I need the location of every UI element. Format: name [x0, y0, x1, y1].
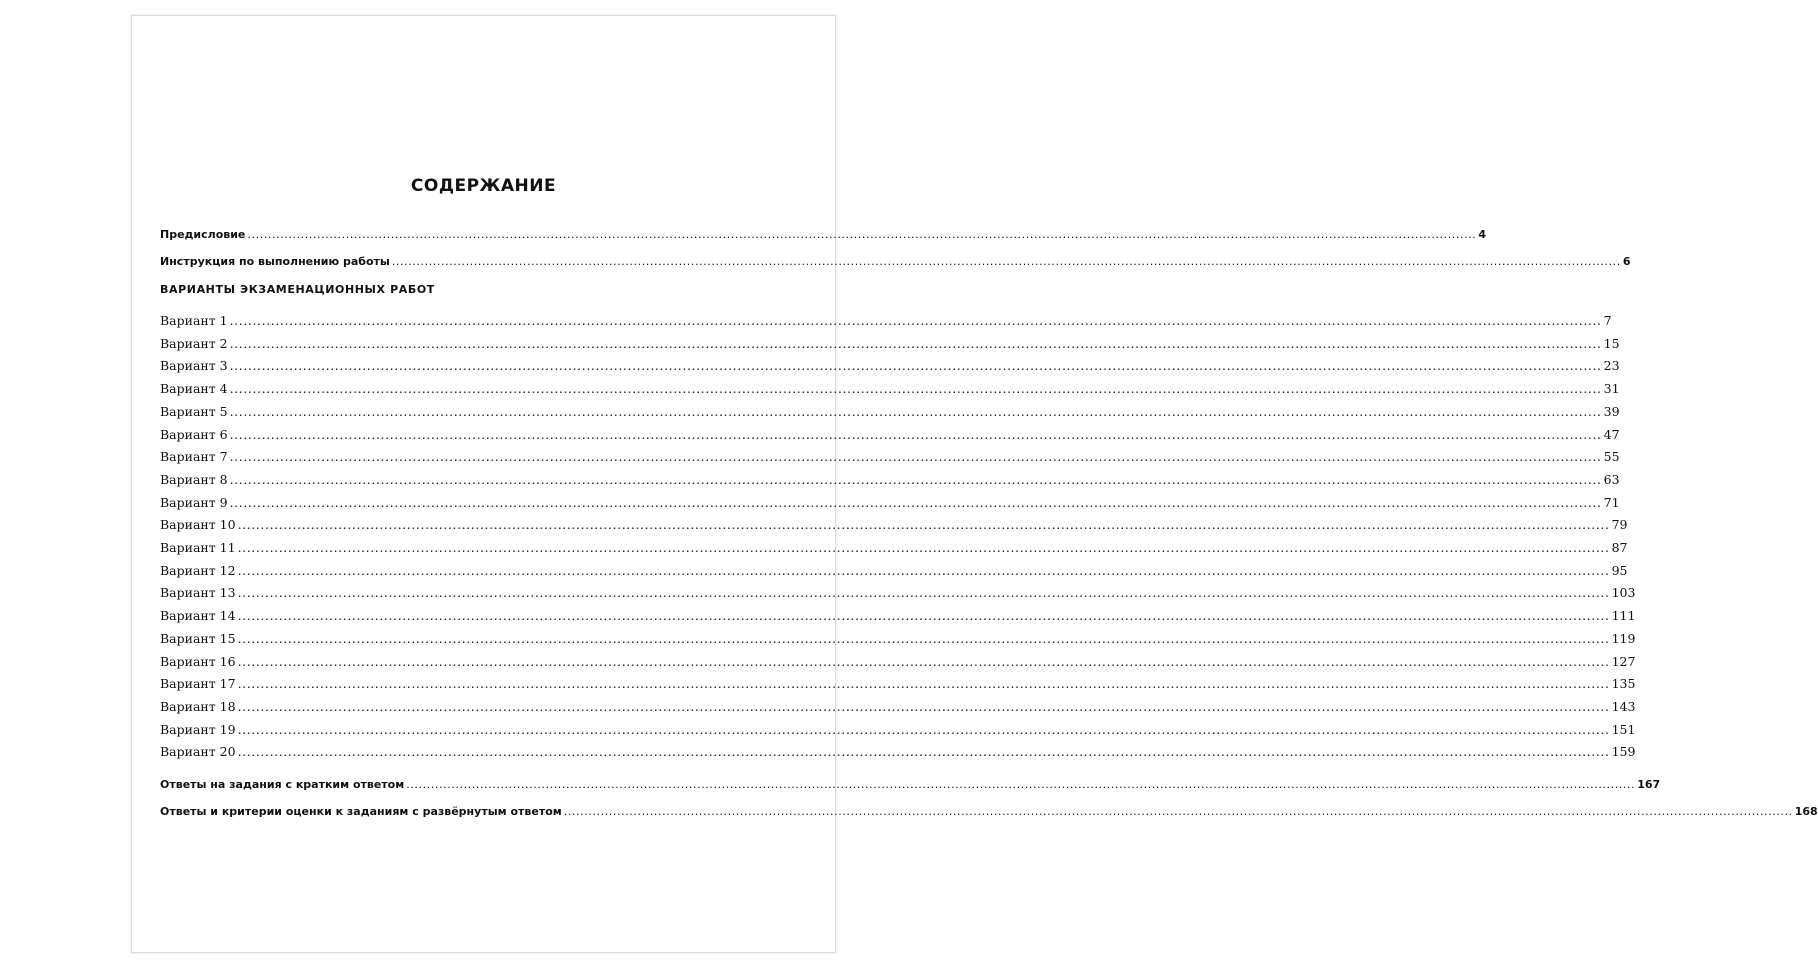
- toc-entry-page: 167: [1637, 778, 1661, 791]
- toc-entry-variant[interactable]: [160, 540, 1628, 558]
- toc-entry-label: Вариант 5: [160, 403, 228, 419]
- toc-entry-page: 103: [1611, 585, 1636, 601]
- dot-leader: ............................................................................................................................................................................................................................................................................................................: [391, 255, 1621, 268]
- dot-leader: ............................................................................................................................................................................................................................................................................................................: [237, 721, 1610, 737]
- toc-entry-label: Вариант 16: [160, 653, 236, 669]
- toc-entry-variant[interactable]: [160, 744, 1636, 762]
- dot-leader: ............................................................................................................................................................................................................................................................................................................: [229, 358, 1602, 374]
- toc-entry-variant[interactable]: [160, 698, 1636, 717]
- toc-entry-variant[interactable]: [160, 585, 1636, 603]
- document-page: [131, 15, 1818, 953]
- toc-entry-label: Вариант 15: [160, 630, 236, 646]
- toc-entry-page: 111: [1611, 608, 1636, 624]
- dot-leader: ............................................................................................................................................................................................................................................................................................................: [229, 426, 1602, 442]
- dot-leader: ............................................................................................................................................................................................................................................................................................................: [237, 608, 1610, 624]
- toc-entry-label: Вариант 20: [160, 744, 236, 760]
- toc-entry-label: Вариант 18: [160, 698, 236, 714]
- toc-entry-page: 143: [1611, 698, 1636, 714]
- toc-entry-label: Вариант 7: [160, 449, 228, 465]
- dot-leader: ............................................................................................................................................................................................................................................................................................................: [237, 744, 1610, 760]
- dot-leader: ............................................................................................................................................................................................................................................................................................................: [237, 698, 1610, 714]
- toc-entry-page: 159: [1611, 744, 1636, 760]
- toc-entry-page: 6: [1622, 255, 1631, 268]
- toc-entry-variant[interactable]: [160, 653, 1636, 672]
- toc-entry-label: Вариант 6: [160, 426, 228, 442]
- toc-entry-label: Предисловие: [160, 228, 246, 241]
- toc-entry-label: Вариант 8: [160, 471, 228, 487]
- toc-entry-preface[interactable]: [160, 228, 1487, 246]
- toc-entry-variant[interactable]: [160, 471, 1620, 490]
- dot-leader: ............................................................................................................................................................................................................................................................................................................: [229, 313, 1602, 328]
- toc-entry-page: 119: [1611, 630, 1636, 646]
- dot-leader: ............................................................................................................................................................................................................................................................................................................: [237, 540, 1610, 555]
- toc-entry-label: Ответы на задания с кратким ответом: [160, 778, 405, 791]
- dot-leader: ............................................................................................................................................................................................................................................................................................................: [237, 653, 1610, 669]
- toc-entry-variant[interactable]: [160, 494, 1620, 513]
- dot-leader: ............................................................................................................................................................................................................................................................................................................: [229, 335, 1602, 351]
- toc-entry-page: 79: [1611, 517, 1628, 533]
- toc-entry-page: 23: [1603, 358, 1620, 374]
- toc-entry-page: 63: [1603, 471, 1620, 487]
- toc-entry-label: Вариант 11: [160, 540, 236, 555]
- toc-entry-page: 7: [1603, 313, 1612, 328]
- dot-leader: ............................................................................................................................................................................................................................................................................................................: [229, 381, 1602, 397]
- toc-entry-variant[interactable]: [160, 721, 1636, 740]
- toc-entry-label: Ответы и критерии оценки к заданиям с развёрнутым ответом: [160, 805, 562, 818]
- dot-leader: ............................................................................................................................................................................................................................................................................................................: [229, 494, 1602, 510]
- dot-leader: ............................................................................................................................................................................................................................................................................................................: [406, 778, 1636, 791]
- dot-leader: ............................................................................................................................................................................................................................................................................................................: [229, 403, 1602, 419]
- toc-entry-page: 151: [1611, 721, 1636, 737]
- toc-entry-label: Вариант 13: [160, 585, 236, 601]
- toc-entry-label: Вариант 4: [160, 381, 228, 397]
- toc-entry-page: 55: [1603, 449, 1620, 465]
- toc-entry-label: Вариант 1: [160, 313, 228, 328]
- toc-entry-variant[interactable]: [160, 517, 1628, 535]
- toc-entry-variant[interactable]: [160, 358, 1620, 376]
- toc-entry-variant[interactable]: [160, 608, 1636, 626]
- dot-leader: ............................................................................................................................................................................................................................................................................................................: [237, 562, 1610, 578]
- toc-entry-label: Вариант 10: [160, 517, 236, 533]
- dot-leader: ............................................................................................................................................................................................................................................................................................................: [247, 228, 1477, 241]
- toc-entry-label: Вариант 12: [160, 562, 236, 578]
- toc-entry-variant[interactable]: [160, 313, 1612, 331]
- toc-entry-variant[interactable]: [160, 426, 1620, 445]
- toc-entry-page: 95: [1611, 562, 1628, 578]
- toc-entry-page: 71: [1603, 494, 1620, 510]
- dot-leader: ............................................................................................................................................................................................................................................................................................................: [237, 585, 1610, 601]
- toc-entry-page: 47: [1603, 426, 1620, 442]
- dot-leader: ............................................................................................................................................................................................................................................................................................................: [237, 517, 1610, 533]
- toc-entry-label: Вариант 17: [160, 676, 236, 692]
- toc-entry-label: Вариант 9: [160, 494, 228, 510]
- dot-leader: ............................................................................................................................................................................................................................................................................................................: [563, 805, 1793, 818]
- toc-entry-label: Вариант 19: [160, 721, 236, 737]
- toc-entry-short-answers[interactable]: [160, 778, 1661, 796]
- toc-entry-variant[interactable]: [160, 335, 1620, 354]
- toc-entry-extended-answers[interactable]: [160, 805, 1818, 823]
- toc-entry-page: 15: [1603, 335, 1620, 351]
- toc-entry-variant[interactable]: [160, 676, 1636, 694]
- toc-entry-instructions[interactable]: [160, 255, 1631, 273]
- toc-entry-label: Вариант 2: [160, 335, 228, 351]
- dot-leader: ............................................................................................................................................................................................................................................................................................................: [229, 471, 1602, 487]
- toc-entry-page: 4: [1478, 228, 1487, 241]
- toc-entry-page: 127: [1611, 653, 1636, 669]
- toc-entry-page: 39: [1603, 403, 1620, 419]
- dot-leader: ............................................................................................................................................................................................................................................................................................................: [229, 449, 1602, 465]
- toc-entry-page: 168: [1794, 805, 1818, 818]
- toc-entry-variant[interactable]: [160, 562, 1628, 581]
- toc-entry-page: 31: [1603, 381, 1620, 397]
- toc-entry-label: Инструкция по выполнению работы: [160, 255, 390, 268]
- toc-entry-variant[interactable]: [160, 630, 1636, 649]
- dot-leader: ............................................................................................................................................................................................................................................................................................................: [237, 630, 1610, 646]
- section-heading: ВАРИАНТЫ ЭКЗАМЕНАЦИОННЫХ РАБОТ: [160, 283, 435, 296]
- dot-leader: ............................................................................................................................................................................................................................................................................................................: [237, 676, 1610, 692]
- toc-entry-variant[interactable]: [160, 403, 1620, 422]
- page-title: СОДЕРЖАНИЕ: [410, 176, 557, 196]
- toc-entry-page: 87: [1611, 540, 1628, 555]
- toc-entry-variant[interactable]: [160, 381, 1620, 399]
- toc-entry-label: Вариант 14: [160, 608, 236, 624]
- toc-entry-variant[interactable]: [160, 449, 1620, 467]
- toc-entry-label: Вариант 3: [160, 358, 228, 374]
- toc-entry-page: 135: [1611, 676, 1636, 692]
